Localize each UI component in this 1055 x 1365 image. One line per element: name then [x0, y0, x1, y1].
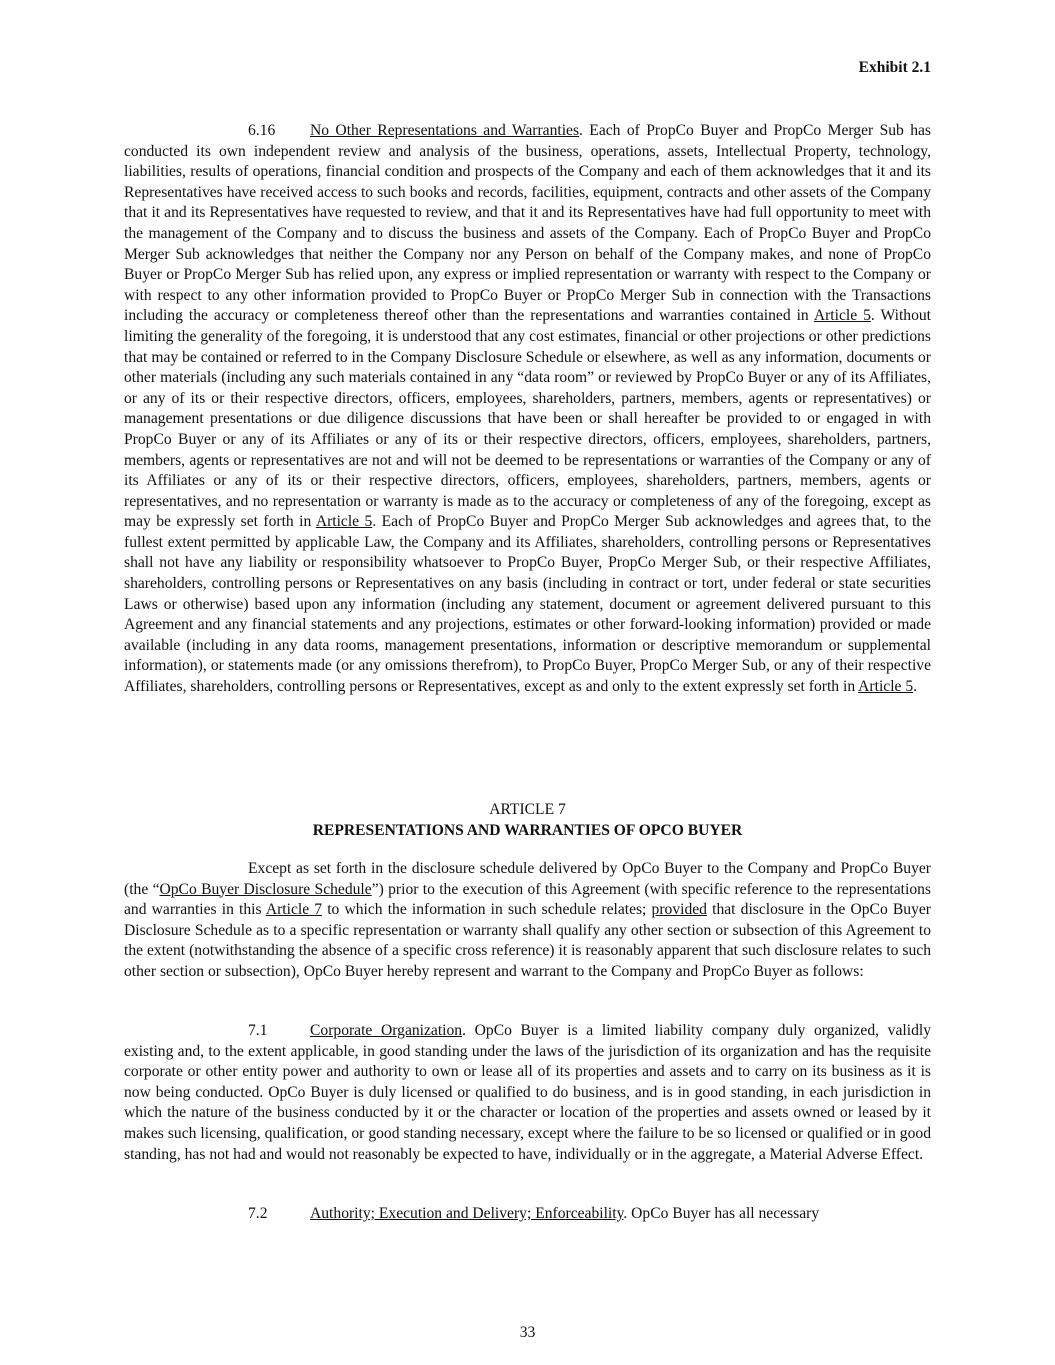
section-7-2: 7.2 Authority; Execution and Delivery; Enforceability. OpCo Buyer has all necessary	[124, 1204, 931, 1225]
provided-term: provided	[651, 901, 707, 919]
article-5-reference: Article 5	[858, 678, 914, 696]
section-heading: Corporate Organization	[310, 1022, 463, 1039]
article-5-reference: Article 5	[813, 307, 871, 325]
section-number: 7.1	[248, 1022, 268, 1039]
exhibit-label: Exhibit 2.1	[858, 59, 931, 76]
section-number: 7.2	[248, 1205, 268, 1222]
section-6-16: 6.16 No Other Representations and Warranties. Each of PropCo Buyer and PropCo Merger Sub has conducted its own independent review and analysis of the business, operations, assets, Intellectual Property, technology, liabilities, results of operations, financial condition and prospects of the Company and each of them acknowledges that it and its Representatives have received access to such books and records, facilities, equipment, contracts and other assets of the Company that it and its Representatives have requested to review, and that it and its Representatives have had full opportunity to meet with the management of the Company and to discuss the business and assets of the Company. Each of PropCo Buyer and PropCo Merger Sub acknowledges that neither the Company nor any Person on behalf of the Company makes, and none of PropCo Buyer or PropCo Merger Sub has relied upon, any express or implied representation or warranty with respect to the Company or with respect to any other information provided to PropCo Buyer or PropCo Merger Sub in connection with the Transactions including the accuracy or completeness thereof other than the representations and warranties contained in Article 5. Without limiting the generality of the foregoing, it is understood that any cost estimates, financial or other projections or other predictions that may be contained or referred to in the Company Disclosure Schedule or elsewhere, as well as any information, documents or other materials (including any such materials contained in any “data room” or reviewed by PropCo Buyer or any of its Affiliates, or any of its or their respective directors, officers, employees, shareholders, partners, members, agents or representatives) or management presentations or due diligence discussions that have been or shall hereafter be provided to or engaged in with PropCo Buyer or any of its Affiliates or any of its or their respective directors, officers, employees, shareholders, partners, members, agents or representatives are not and will not be deemed to be representations or warranties of the Company or any of its Affiliates or any of its or their respective directors, officers, employees, shareholders, partners, members, agents or representatives, and no representation or warranty is made as to the accuracy or completeness of any of the foregoing, except as may be expressly set forth in Article 5. Each of PropCo Buyer and PropCo Merger Sub acknowledges and agrees that, to the fullest extent permitted by applicable Law, the Company and its Affiliates, shareholders, controlling persons or Representatives shall not have any liability or responsibility whatsoever to PropCo Buyer, PropCo Merger Sub, or their respective Affiliates, shareholders, controlling persons or Representatives on any basis (including in contract or tort, under federal or state securities Laws or otherwise) based upon any information (including any statement, document or agreement delivered pursuant to this Agreement and any financial statements and any projections, estimates or other forward-looking information) provided or made available (including in any data rooms, management presentations, information or descriptive memorandum or supplemental information), or statements made (or any omissions therefrom), to PropCo Buyer, PropCo Merger Sub, or any of their respective Affiliates, shareholders, controlling persons or Representatives, except as and only to the extent expressly set forth in Article 5.	[124, 122, 931, 696]
section-heading: No Other Representations and Warranties	[310, 122, 580, 139]
article-label: ARTICLE 7	[489, 801, 566, 818]
defined-term: OpCo Buyer Disclosure Schedule	[159, 880, 372, 898]
article-5-reference: Article 5	[315, 513, 373, 531]
section-heading: Authority; Execution and Delivery; Enforceability	[310, 1205, 624, 1222]
page-number: 33	[519, 1324, 536, 1341]
section-7-1: 7.1 Corporate Organization. OpCo Buyer is a limited liability company duly organized, validly existing and, to the extent applicable, in good standing under the laws of the jurisdiction of its organization and has the requisite corporate or other entity power and authority to own or lease all of its properties and assets and to carry on its business as it is now being conducted. OpCo Buyer is duly licensed or qualified to do business, and is in good standing, in each jurisdiction in which the nature of the business conducted by it or the character or location of the properties and assets owned or leased by it makes such licensing, qualification, or good standing necessary, except where the failure to be so licensed or qualified or in good standing, has not had and would not reasonably be expected to have, individually or in the aggregate, a Material Adverse Effect.	[124, 1022, 931, 1163]
article-heading	[124, 800, 931, 841]
section-number: 6.16	[248, 122, 276, 139]
article-7-intro: Except as set forth in the disclosure schedule delivered by OpCo Buyer to the Company and PropCo Buyer (the “OpCo Buyer Disclosure Schedule”) prior to the execution of this Agreement (with specific reference to the representations and warranties in this Article 7 to which the information in such schedule relates; provided that disclosure in the OpCo Buyer Disclosure Schedule as to a specific representation or warranty shall qualify any other section or subsection of this Agreement to the extent (notwithstanding the absence of a specific cross reference) it is reasonably apparent that such disclosure relates to such other section or subsection), OpCo Buyer hereby represent and warrant to the Company and PropCo Buyer as follows:	[124, 860, 931, 980]
article-7-reference: Article 7	[265, 901, 323, 919]
article-title: REPRESENTATIONS AND WARRANTIES OF OPCO BUYER	[312, 821, 743, 839]
